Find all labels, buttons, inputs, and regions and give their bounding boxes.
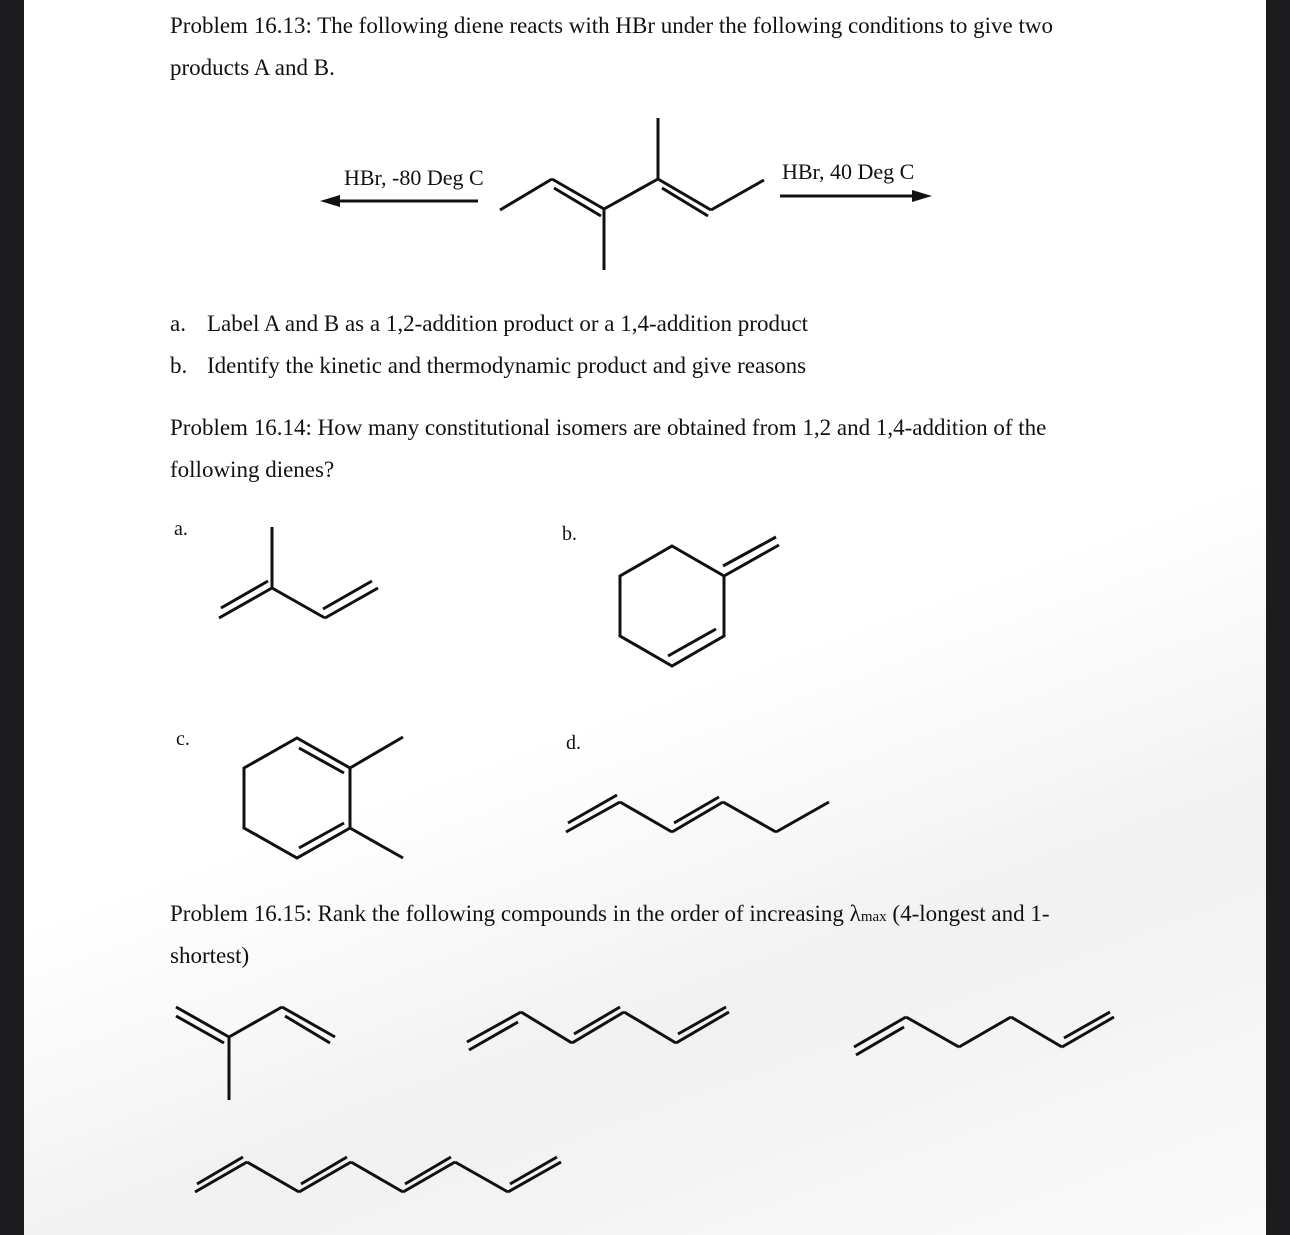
- condition-right-label: HBr, 40 Deg C: [782, 159, 915, 184]
- problem-16-14-title-cont: following dienes?: [170, 457, 335, 482]
- question-a-marker: a.: [170, 311, 186, 336]
- problem-16-15-title-cont: shortest): [170, 943, 250, 968]
- condition-left-label: HBr, -80 Deg C: [344, 165, 484, 190]
- question-b-text: Identify the kinetic and thermodynamic product and give reasons: [207, 353, 807, 378]
- compound-4-structure: [195, 1157, 561, 1192]
- problem-16-15-title-end: (4-longest and 1-: [886, 901, 1050, 926]
- diene-label-c: c.: [176, 728, 190, 750]
- diene-label-d: d.: [566, 732, 581, 754]
- reaction-arrow-left: [320, 195, 478, 207]
- diene-label-b: b.: [562, 523, 577, 545]
- problem-16-13-title-cont: products A and B.: [170, 55, 335, 80]
- problem-16-13-title: Problem 16.13: The following diene reacts with HBr under the following conditions to give two: [170, 13, 1054, 38]
- lambda-symbol: λ: [849, 901, 861, 926]
- question-b-marker: b.: [170, 353, 188, 378]
- diene-d-structure: [566, 795, 829, 832]
- problem-16-15-title-start: Problem 16.15: Rank the following compounds in the order of increasing: [170, 901, 850, 926]
- structures-canvas: [24, 0, 1266, 1235]
- diene-b-structure: [620, 537, 779, 666]
- diene-a-structure: [219, 527, 378, 618]
- reaction-arrow-right: [780, 190, 932, 202]
- compound-2-structure: [467, 1007, 729, 1050]
- compound-1-structure: [176, 1007, 335, 1100]
- worksheet-page: [24, 0, 1266, 1235]
- problem-16-14-title: Problem 16.14: How many constitutional isomers are obtained from 1,2 and 1,4-addition of the: [170, 415, 1047, 440]
- diene-c-structure: [244, 737, 403, 858]
- question-a-text: Label A and B as a 1,2-addition product or a 1,4-addition product: [207, 311, 809, 336]
- lambda-subscript: max: [860, 909, 887, 925]
- diene-label-a: a.: [174, 518, 188, 540]
- compound-3-structure: [854, 1012, 1114, 1055]
- diene-16-13-structure: [500, 118, 764, 270]
